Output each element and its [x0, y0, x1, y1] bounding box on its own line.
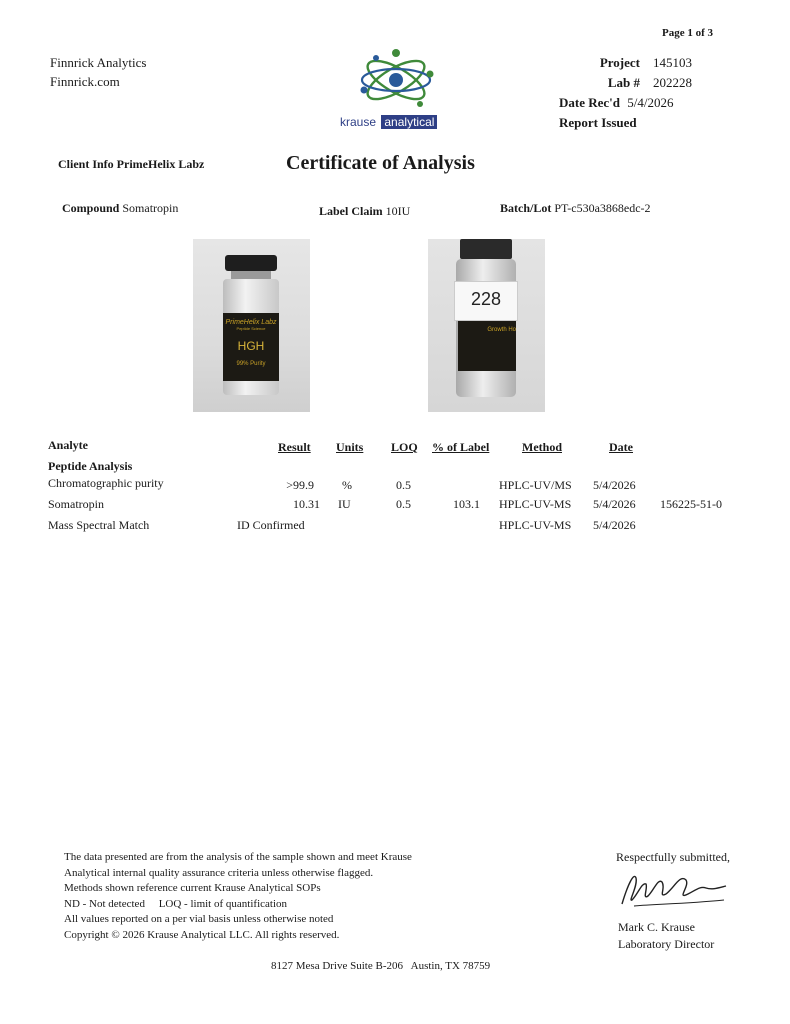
vial-side-label	[458, 321, 516, 371]
vial-brand: PrimeHelix Labz	[225, 319, 277, 326]
row1-method: HPLC-UV/MS	[499, 478, 572, 492]
row1-units: %	[342, 478, 352, 492]
row2-pct: 103.1	[453, 497, 480, 511]
date-rec-value: 5/4/2026	[627, 95, 674, 110]
client-value: PrimeHelix Labz	[116, 157, 205, 171]
row2-result: 10.31	[293, 497, 320, 511]
note-line: Analytical internal quality assurance criteria unless otherwise flagged.	[64, 866, 374, 879]
signer-title: Laboratory Director	[618, 937, 715, 951]
row1-result: >99.9	[286, 478, 314, 492]
vial-label	[223, 313, 279, 381]
lab-label: Lab #	[607, 75, 640, 90]
row3-result: ID Confirmed	[237, 518, 305, 532]
vial-side-sticker	[454, 281, 518, 321]
row2-analyte: Somatropin	[48, 497, 104, 511]
vial-product: HGH	[237, 339, 265, 353]
vial-front-photo	[193, 239, 310, 412]
row3-method: HPLC-UV-MS	[499, 518, 572, 532]
note-line: The data presented are from the analysis of the sample shown and meet Krause	[64, 851, 412, 863]
row1-loq: 0.5	[396, 478, 411, 492]
vial-sub: Peptide Science	[236, 326, 266, 331]
project-value: 145103	[653, 55, 692, 70]
vial-side-number: 228	[470, 289, 502, 309]
client-info	[58, 157, 204, 172]
project-label: Project	[599, 55, 640, 70]
company-website: Finnrick.com	[50, 74, 120, 89]
date-rec-label: Date Rec'd	[559, 95, 621, 110]
row1-analyte: Chromatographic purity	[48, 476, 164, 490]
row2-units: IU	[338, 497, 351, 511]
footer-notes	[64, 850, 412, 943]
atom-icon	[340, 44, 452, 116]
note-line: All values reported on a per vial basis unless otherwise noted	[64, 913, 334, 925]
compound-label: Compound	[62, 201, 120, 215]
row2-method: HPLC-UV-MS	[499, 497, 572, 511]
row3-analyte: Mass Spectral Match	[48, 518, 150, 532]
row2-loq: 0.5	[396, 497, 411, 511]
label-claim-value: 10IU	[385, 204, 411, 218]
vial-side-cap	[460, 239, 512, 259]
lab-address: 8127 Mesa Drive Suite B-206 Austin, TX 78759	[271, 960, 491, 972]
page-number: Page 1 of 3	[662, 27, 714, 39]
header-pct-label: % of Label	[432, 440, 490, 454]
logo-word-krause: krause	[340, 115, 377, 129]
report-issued	[559, 115, 637, 131]
vial-cap	[225, 255, 277, 271]
batch-value: PT-c530a3868edc-2	[554, 201, 651, 215]
batch-label: Batch/Lot	[500, 201, 552, 215]
label-claim-label: Label Claim	[319, 204, 383, 218]
header-result: Result	[278, 440, 311, 454]
vial-side-sub: Growth Ho	[487, 327, 516, 333]
submitted-text: Respectfully submitted,	[616, 850, 730, 864]
compound-value: Somatropin	[122, 201, 179, 215]
vial-side-photo	[428, 239, 545, 412]
note-line: ND - Not detected LOQ - limit of quantification	[64, 897, 287, 910]
lab-value: 202228	[653, 75, 692, 90]
company-name: Finnrick Analytics	[50, 55, 147, 70]
vial-neck	[231, 271, 271, 279]
header-date: Date	[609, 440, 633, 454]
note-line: Methods shown reference current Krause Analytical SOPs	[64, 882, 321, 894]
krause-logo	[340, 44, 452, 134]
header-method: Method	[522, 440, 562, 454]
header-loq: LOQ	[391, 440, 418, 454]
date-received	[559, 95, 674, 111]
label-claim	[319, 204, 410, 219]
page-title: Certificate of Analysis	[286, 152, 475, 174]
section-peptide-analysis: Peptide Analysis	[48, 459, 133, 473]
note-line: Copyright © 2026 Krause Analytical LLC. All rights reserved.	[64, 928, 340, 941]
row2-cas: 156225-51-0	[660, 497, 722, 511]
client-label: Client Info	[58, 157, 114, 171]
signature	[614, 864, 734, 914]
vial-purity: 99% Purity	[236, 361, 266, 367]
row2-date: 5/4/2026	[593, 497, 636, 511]
compound	[62, 201, 178, 216]
header-units: Units	[336, 440, 364, 454]
report-issued-label: Report Issued	[559, 115, 637, 130]
row1-date: 5/4/2026	[593, 478, 636, 492]
batch-lot	[500, 201, 651, 216]
signer-name: Mark C. Krause	[618, 920, 695, 934]
logo-word-analytical: analytical	[381, 115, 437, 129]
row3-date: 5/4/2026	[593, 518, 636, 532]
header-analyte: Analyte	[48, 438, 88, 452]
